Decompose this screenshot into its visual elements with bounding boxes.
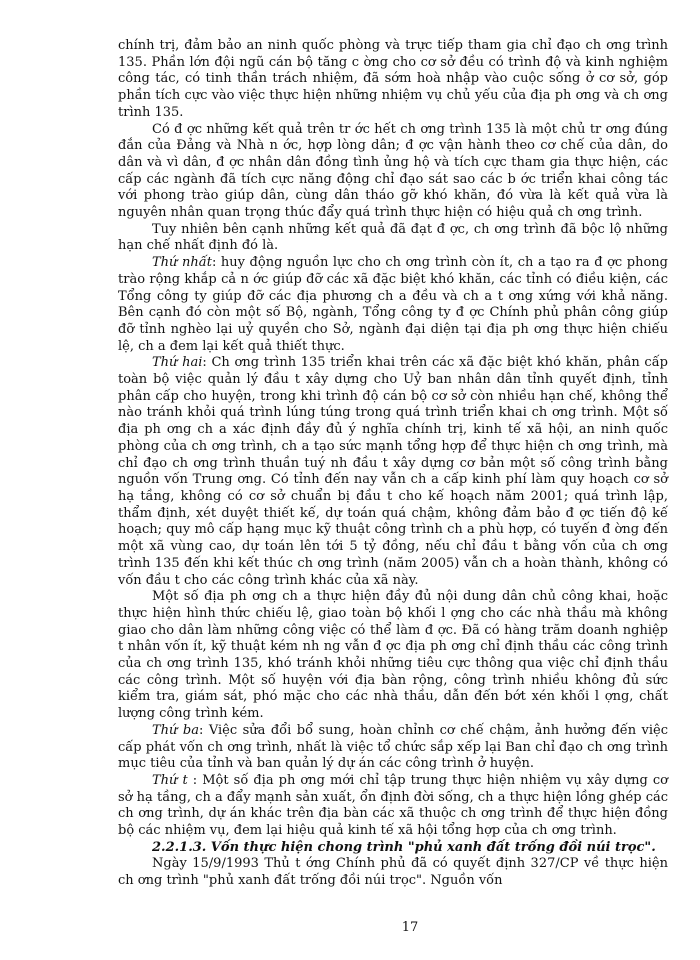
paragraph-2: Có đ ợc những kết quả trên tr ớc hết ch ơng trình 135 là một chủ tr ơng đúng đắn của Đảng và Nhà n ớc, hợp lòng dân; đ ợc vận hành theo cơ chế của dân, do dân và vì dân, đ ợc nhân dân đồng tình ủng hộ và tích cực tham gia thực hiện, các cấp các ngành đã tích cực năng động chỉ đạo sát sao các b ớc triển khai công tác với phong trào giúp dân, cùng dân tháo gỡ khó khăn, đó vừa là kết quả vừa là nguyên nhân quan trọng thúc đẩy quá trình thực hiện có hiệu quả ch ơng trình. bbox=[118, 121, 668, 221]
paragraph-6: Một số địa ph ơng ch a thực hiện đầy đủ nội dung dân chủ công khai, hoặc thực hiện hình thức chiếu lệ, giao toàn bộ khối l ợng cho các nhà thầu mà không giao cho dân làm những công việc có thể làm đ ợc. Đã có hàng trăm doanh nghiệp t nhân vốn ít, kỹ thuật kém nh ng vẫn đ ợc địa ph ơng chỉ định thầu các công trình của ch ơng trình 135, khó tránh khỏi những tiêu cực thông qua việc chỉ định thầu các công trình. Một số huyện với địa bàn rộng, công trình nhiều không đủ sức kiểm tra, giám sát, phó mặc cho các nhà thầu, dẫn đến bớt xén khối l ợng, chất lượng công trình kém. bbox=[118, 589, 668, 722]
page-number: 17 bbox=[401, 920, 419, 935]
paragraph-label: Thứ ba bbox=[152, 722, 199, 738]
paragraph-body: : huy động nguồn lực cho ch ơng trình còn ít, ch a tạo ra đ ợc phong trào rộng khắp cả n ớc giúp đỡ các xã đặc biệt khó khăn, các tỉnh có điều kiện, các Tổng công ty giúp đỡ các địa phương ch a đều và ch a t ơng xứng với khả năng. Bên cạnh đó còn một số Bộ, ngành, Tổng công ty đ ợc Chính phủ phân công giúp đỡ tỉnh nghèo lại uỷ quyền cho Sở, ngành đại diện tại địa ph ơng thực hiện chiếu lệ, ch a đem lại kết quả thiết thực. bbox=[118, 255, 669, 354]
paragraph-body: : Một số địa ph ơng mới chỉ tập trung thực hiện nhiệm vụ xây dựng cơ sở hạ tầng, ch a đẩy mạnh sản xuất, ổn định đời sống, ch a thực hiện lồng ghép các ch ơng trình, dự án khác trên địa bàn các xã thuộc ch ơng trình để thực hiện đồng bộ các nhiệm vụ, đem lại hiệu quả kinh tế xã hội tổng hợp của ch ơng trình. bbox=[118, 772, 668, 839]
paragraph-8 bbox=[118, 773, 668, 840]
paragraph-3: Tuy nhiên bên cạnh những kết quả đã đạt đ ợc, ch ơng trình đã bộc lộ những hạn chế nhất định đó là. bbox=[118, 221, 668, 254]
paragraph-7 bbox=[118, 723, 668, 773]
document-page bbox=[118, 38, 668, 890]
paragraph-1: chính trị, đảm bảo an ninh quốc phòng và trực tiếp tham gia chỉ đạo ch ơng trình 135. Phần lớn đội ngũ cán bộ tăng c ờng cho cơ sở đều có trình độ và kinh nghiệm công tác, có tinh thần trách nhiệm, đã sớm hoà nhập vào cuộc sống ở cơ sở, góp phần tích cực vào việc thực hiện những nhiệm vụ chủ yếu của địa ph ơng và ch ơng trình 135. bbox=[118, 38, 668, 120]
section-heading: 2.2.1.3. Vốn thực hiện chong trình "phủ xanh đất trống đồi núi trọc". bbox=[152, 839, 656, 855]
paragraph-label: Thứ hai bbox=[152, 355, 203, 371]
paragraph-label: Thứ t bbox=[152, 772, 188, 788]
paragraph-body: : Ch ơng trình 135 triển khai trên các xã đặc biệt khó khăn, phân cấp toàn bộ việc quản lý đầu t xây dựng cho Uỷ ban nhân dân tỉnh quyết định, tỉnh phân cấp cho huyện, trong khi trình độ cán bộ cơ sở còn nhiều hạn chế, không thể nào tránh khỏi quá trình lúng túng trong quá trình triển khai ch ơng trình. Một số địa ph ơng ch a xác định đầy đủ ý nghĩa chính trị, kinh tế xã hội, an ninh quốc phòng của ch ơng trình, ch a tạo sức mạnh tổng hợp để thực hiện ch ơng trình, mà chỉ đạo ch ơng trình thuần tuý nh đầu t xây dựng cơ bản một số công trình bằng nguồn vốn Trung ơng. Có tỉnh đến nay vẫn ch a cấp kinh phí làm quy hoạch cơ sở hạ tầng, không có cơ sở chuẩn bị đầu t cho kế hoạch năm 2001; quá trình lập, thẩm định, xét duyệt thiết kế, dự toán quá chậm, không đảm bảo đ ợc tiến độ kế hoạch; quy mô cấp hạng mục kỹ thuật công trình ch a phù hợp, có tuyến đ ờng đến một xã vùng cao, dự toán lên tới 5 tỷ đồng, nếu chỉ đầu t bằng vốn của ch ơng trình 135 đến khi kết thúc ch ơng trình (năm 2005) vẫn ch a hoàn thành, không có vốn đầu t cho các công trình khác của xã này. bbox=[118, 355, 668, 588]
paragraph-label: Thứ nhất bbox=[152, 255, 212, 271]
paragraph-9: Ngày 15/9/1993 Thủ t ớng Chính phủ đã có quyết định 327/CP về thực hiện ch ơng trình "phủ xanh đất trống đồi núi trọc". Nguồn vốn bbox=[118, 856, 668, 889]
paragraph-5 bbox=[118, 355, 668, 589]
paragraph-4 bbox=[118, 255, 668, 355]
paragraph-body: : Việc sửa đổi bổ sung, hoàn chỉnh cơ chế chậm, ảnh hưởng đến việc cấp phát vốn ch ơng trình, nhất là việc tổ chức sắp xếp lại Ban chỉ đạo ch ơng trình mục tiêu của tỉnh và ban quản lý dự án các công trình ở huyện. bbox=[118, 722, 669, 772]
